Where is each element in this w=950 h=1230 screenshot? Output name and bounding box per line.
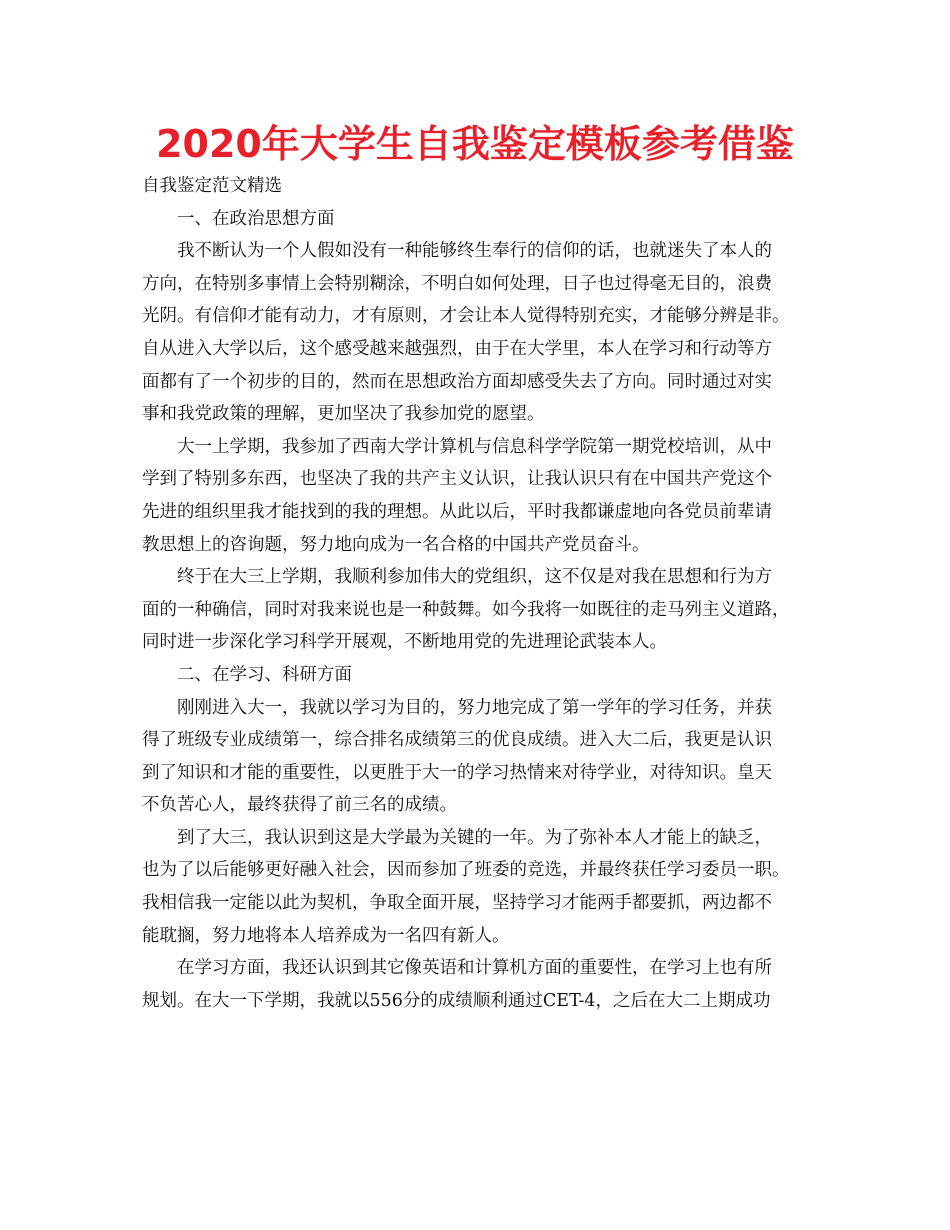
text-line: 事和我党政策的理解，更加坚决了我参加党的愿望。: [142, 404, 545, 425]
text-line: 一、在政治思想方面: [177, 208, 335, 229]
text-line: 大一上学期，我参加了西南大学计算机与信息科学学院第一期党校培训，从中: [177, 436, 772, 457]
text-line: 在学习方面，我还认识到其它像英语和计算机方面的重要性，在学习上也有所: [177, 958, 772, 979]
text-line: 规划。在大一下学期，我就以556分的成绩顺利通过CET-4，之后在大二上期成功: [142, 990, 771, 1011]
paragraph-lines: [142, 203, 832, 1018]
text-line: 到了知识和才能的重要性，以更胜于大一的学习热情来对待学业，对待知识。皇天: [142, 762, 772, 783]
document-subtitle: 自我鉴定范文精选: [142, 176, 282, 196]
text-line: 二、在学习、科研方面: [177, 664, 352, 685]
text-line: 得了班级专业成绩第一，综合排名成绩第三的优良成绩。进入大二后，我更是认识: [142, 730, 772, 751]
text-line: 面的一种确信，同时对我来说也是一种鼓舞。如今我将一如既往的走马列主义道路，: [142, 599, 790, 620]
text-line: 先进的组织里我才能找到的我的理想。从此以后，平时我都谦虚地向各党员前辈请: [142, 501, 772, 522]
text-line: 同时进一步深化学习科学开展观，不断地用党的先进理论武装本人。: [142, 632, 667, 653]
document-title: 2020年大学生自我鉴定模板参考借鉴: [156, 122, 794, 166]
text-line: 方向，在特别多事情上会特别糊涂，不明白如何处理，日子也过得毫无目的，浪费: [142, 273, 772, 294]
text-line: 自从进入大学以后，这个感受越来越强烈，由于在大学里，本人在学习和行动等方: [142, 338, 772, 359]
text-line: 教思想上的咨询题，努力地向成为一名合格的中国共产党员奋斗。: [142, 534, 650, 555]
text-line: 也为了以后能够更好融入社会，因而参加了班委的竞选，并最终获任学习委员一职。: [142, 860, 790, 881]
text-line: 我相信我一定能以此为契机，争取全面开展，坚持学习才能两手都要抓，两边都不: [142, 893, 772, 914]
text-line: 能耽搁，努力地将本人培养成为一名四有新人。: [142, 925, 510, 946]
text-line: 光阴。有信仰才能有动力，才有原则，才会让本人觉得特别充实，才能够分辨是非。: [142, 306, 790, 327]
text-line: 不负苦心人，最终获得了前三名的成绩。: [142, 795, 457, 816]
text-line: 我不断认为一个人假如没有一种能够终生奉行的信仰的话，也就迷失了本人的: [177, 241, 772, 262]
text-line: 终于在大三上学期，我顺利参加伟大的党组织，这不仅是对我在思想和行为方: [177, 567, 772, 588]
document-body: [142, 170, 832, 1017]
text-line: 刚刚进入大一，我就以学习为目的，努力地完成了第一学年的学习任务，并获: [177, 697, 772, 718]
text-line: 面都有了一个初步的目的，然而在思想政治方面却感受失去了方向。同时通过对实: [142, 371, 772, 392]
text-line: 到了大三，我认识到这是大学最为关键的一年。为了弥补本人才能上的缺乏，: [177, 827, 772, 848]
text-line: 学到了特别多东西，也坚决了我的共产主义认识，让我认识只有在中国共产党这个: [142, 469, 772, 490]
